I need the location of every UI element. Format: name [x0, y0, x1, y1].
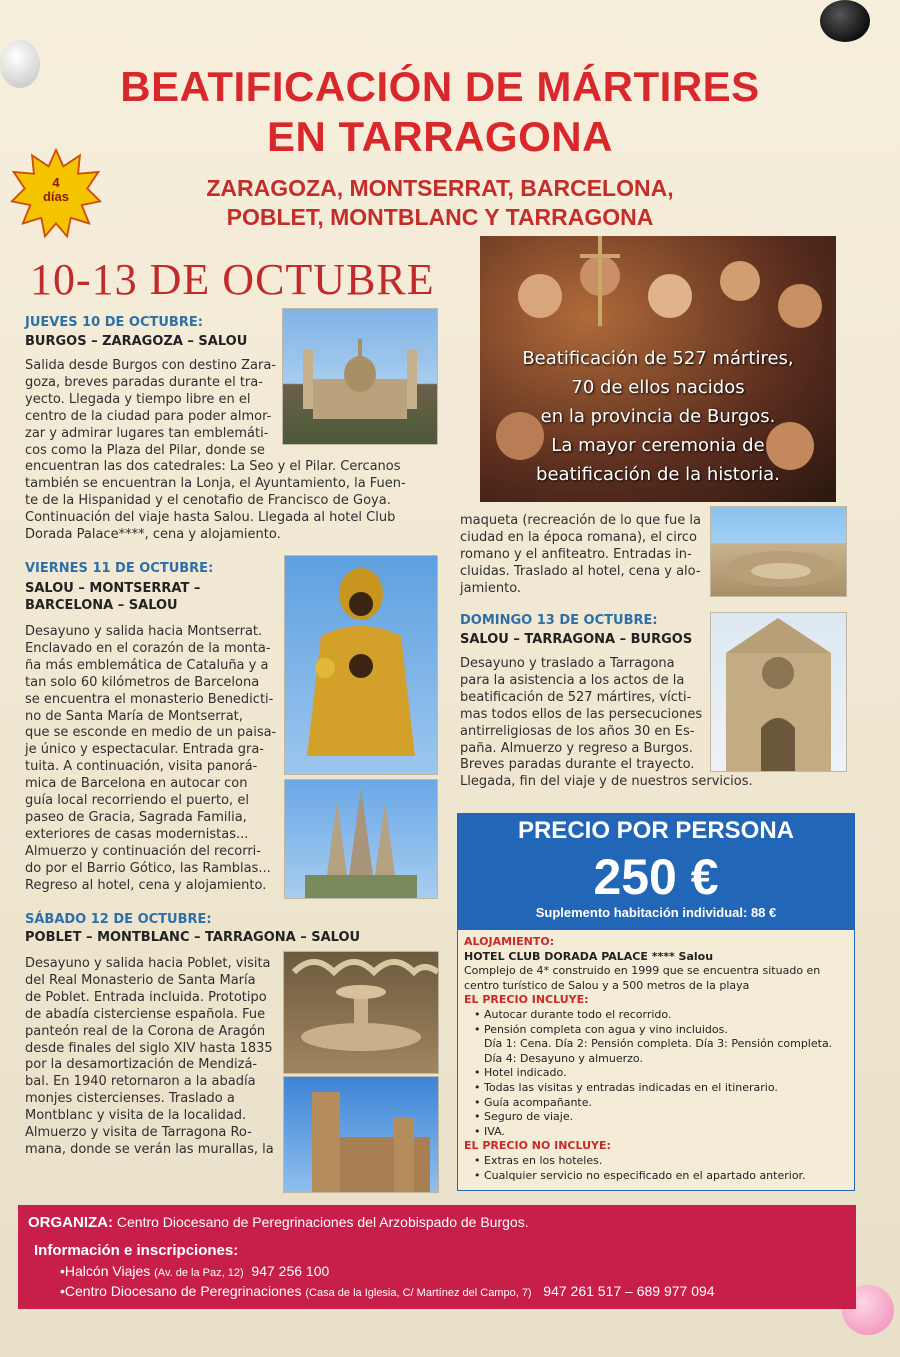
footer-banner	[18, 1205, 856, 1309]
hotel-description: Complejo de 4* construido en 1999 que se encuentra situado en centro turístico de Salou y a 500 metros de la playa	[464, 964, 821, 992]
cathedral-icon	[711, 613, 846, 771]
day-heading: JUEVES 10 DE OCTUBRE:	[25, 315, 203, 330]
day-route: SALOU – TARRAGONA – BURGOS	[460, 632, 693, 647]
organizer: ORGANIZA: Centro Diocesano de Peregrinaciones del Arzobispado de Burgos.	[28, 1214, 529, 1231]
hero-line: La mayor ceremonia de	[551, 435, 765, 456]
day-description: Desayuno y traslado a Tarragona para la asistencia a los actos de la beatificación de 527 mártires, vícti- mas todos ellos de las persecuciones antirreligiosas de los años 30 en Es- paña. Almuerzo y regreso a Burgos. Breves paradas durante el trayecto. Llegada, fin del viaje y de nuestros servicios.	[460, 656, 753, 790]
includes-list	[464, 1066, 850, 1139]
hero-line: 70 de ellos nacidos	[571, 377, 745, 398]
list-item: • Pensión completa con agua y vino incluidos.	[474, 1023, 850, 1038]
hero-line: en la provincia de Burgos.	[540, 406, 776, 427]
list-item: • Seguro de viaje.	[474, 1110, 850, 1125]
day-continuation: maqueta (recreación de lo que fue la ciudad en la época romana), el circo romano y el anfiteatro. Entradas in- cluidas. Traslado al hotel, cena y alo- jamiento.	[460, 513, 701, 596]
date-range: 10-13 DE OCTUBRE	[30, 255, 435, 304]
price-value: 250 €	[593, 849, 719, 905]
excludes-list	[464, 1154, 850, 1183]
list-item: • Autocar durante todo el recorrido.	[474, 1008, 850, 1023]
day-route: SALOU – MONTSERRAT – BARCELONA – SALOU	[25, 581, 201, 613]
list-item: • IVA.	[474, 1125, 850, 1140]
price-label: PRECIO POR PERSONA	[517, 817, 795, 844]
list-item: • Cualquier servicio no especificado en el apartado anterior.	[474, 1169, 850, 1184]
contact-centro: •Centro Diocesano de Peregrinaciones (Casa de la Iglesia, C/ Martínez del Campo, 7) 947 261 517 – 689 977 094	[60, 1283, 715, 1299]
amphitheatre-icon	[711, 507, 846, 596]
hero-line: beatificación de la historia.	[536, 464, 780, 485]
day-description: Desayuno y salida hacia Poblet, visita del Real Monasterio de Santa María de Poblet. Entrada incluida. Prototipo de abadía cisterciense española. Fue panteón real de la Corona de Aragón desde finales del siglo XIV hasta 1835 por la desamortización de Mendizá- bal. En 1940 retornaron a la abadía monjes cistercienses. Traslado a Montblanc y visita de la localidad. Almuerzo y visita de Tarragona Ro- mana, donde se verán las murallas, la	[25, 956, 274, 1157]
pushpin-icon	[820, 0, 870, 42]
day-description: Salida desde Burgos con destino Zara- goza, breves paradas durante el tra- yecto. Llegada y tiempo libre en el centro de la ciudad para poder almor- zar y admirar lugares tan emblemáti- cos como la Plaza del Pilar, donde se encuentran las dos catedrales: La Seo y el Pilar. Cercanos también se encuentran la Lonja, el Ayuntamiento, la Fuen- te de la Hispanidad y el cenotafio de Francisco de Goya. Continuación del viaje hasta Salou. Llegada al hotel Club Dorada Palace****, cena y alojamiento.	[25, 358, 406, 543]
info-label: Información e inscripciones:	[34, 1242, 239, 1259]
phone-number: 947 256 100	[251, 1263, 330, 1279]
days-badge	[10, 148, 102, 240]
accommodation-heading: ALOJAMIENTO:	[464, 935, 555, 948]
castle-icon	[284, 1077, 438, 1192]
list-item: • Extras en los hoteles.	[474, 1154, 850, 1169]
amphitheatre-photo	[710, 506, 847, 597]
tarragona-cathedral-photo	[710, 612, 847, 772]
day-route: POBLET – MONTBLANC – TARRAGONA – SALOU	[25, 930, 361, 945]
basilica-icon	[283, 309, 437, 444]
montserrat-virgin-photo	[284, 555, 438, 775]
meal-plan: Día 1: Cena. Día 2: Pensión completa. Día 3: Pensión completa. Día 4: Desayuno y almuerzo.	[484, 1037, 833, 1065]
phone-number: 947 261 517 – 689 977 094	[543, 1283, 715, 1299]
day-heading: SÁBADO 12 DE OCTUBRE:	[25, 912, 212, 927]
excludes-heading: EL PRECIO NO INCLUYE:	[464, 1139, 611, 1153]
includes-list	[464, 1008, 850, 1037]
pushpin-icon	[0, 40, 40, 88]
fountain-icon	[284, 952, 438, 1073]
hotel-name: HOTEL CLUB DORADA PALACE **** Salou	[464, 949, 714, 963]
list-item: • Todas las visitas y entradas indicadas en el itinerario.	[474, 1081, 850, 1096]
day-route: BURGOS – ZARAGOZA – SALOU	[25, 334, 248, 349]
day-heading: VIERNES 11 DE OCTUBRE:	[25, 561, 214, 576]
day-description: Desayuno y salida hacia Montserrat. Enclavado en el corazón de la monta- ña más emblemática de Cataluña y a tan solo 60 kilómetros de Barcelona se encuentra el monasterio Benedicti- no de Santa María de Montserrat, que se esconde en medio de un paisa- je único y espectacular. Entrada gra- tuita. A continuación, visita panorá- mica de Barcelona en autocar con guía local recorriendo el puerto, el paseo de Gracia, Sagrada Familia, exteriores de casas modernistas... Almuerzo y continuación del recorri- do por el Barrio Gótico, las Ramblas... Regreso al hotel, cena y alojamiento.	[25, 624, 277, 893]
hero-line: Beatificación de 527 mártires,	[522, 348, 794, 369]
page-title: BEATIFICACIÓN DE MÁRTIRES EN TARRAGONA	[120, 63, 760, 160]
church-icon	[285, 780, 437, 898]
contact-halcon: •Halcón Viajes (Av. de la Paz, 12) 947 256 100	[60, 1263, 330, 1279]
zaragoza-photo	[282, 308, 438, 445]
montblanc-walls-photo	[283, 1076, 439, 1193]
statue-icon	[285, 556, 437, 774]
day-heading: DOMINGO 13 DE OCTUBRE:	[460, 613, 658, 628]
subtitle: ZARAGOZA, MONTSERRAT, BARCELONA, POBLET, MONTBLANC Y TARRAGONA	[206, 175, 674, 230]
info-box	[457, 930, 855, 1191]
list-item: • Hotel indicado.	[474, 1066, 850, 1081]
sagrada-familia-photo	[284, 779, 438, 899]
price-box	[457, 813, 855, 930]
includes-heading: EL PRECIO INCLUYE:	[464, 993, 589, 1007]
badge-number: 4	[52, 175, 60, 190]
list-item: • Guía acompañante.	[474, 1096, 850, 1111]
poblet-cloister-photo	[283, 951, 439, 1074]
price-supplement: Suplemento habitación individual: 88 €	[535, 905, 777, 920]
hero-image	[480, 236, 836, 502]
badge-unit: días	[42, 189, 69, 204]
